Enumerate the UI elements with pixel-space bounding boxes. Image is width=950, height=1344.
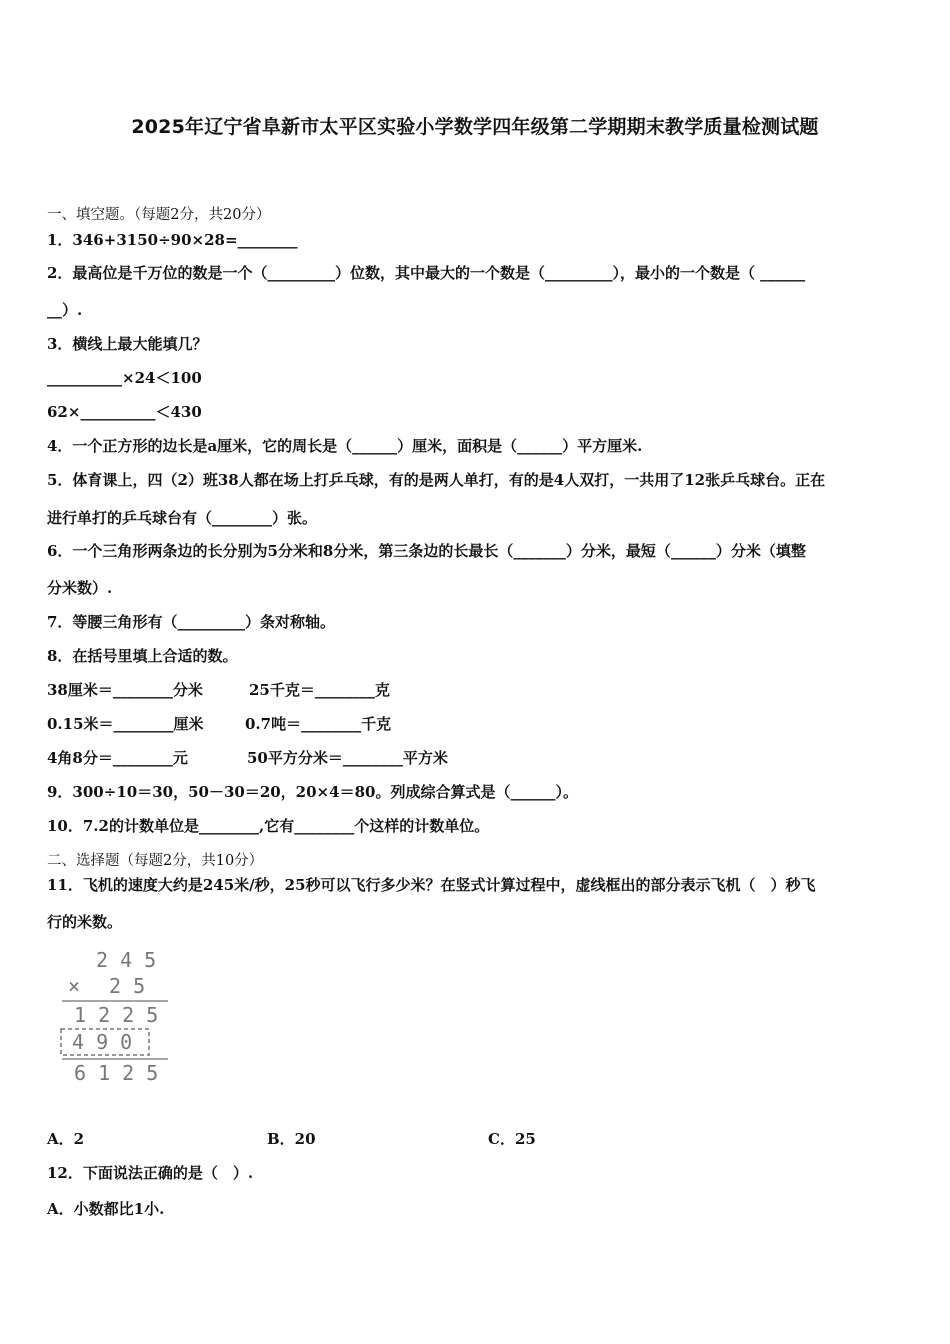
question-7: 7．等腰三角形有（_________）条对称轴。 xyxy=(47,613,335,631)
question-3-item-b: 62×__________＜430 xyxy=(47,403,202,421)
question-8-item-4: 0.7吨＝________千克 xyxy=(245,715,392,733)
question-11-line-1: 11．飞机的速度大约是245米/秒，25秒可以飞行多少米？在竖式计算过程中，虚线框出的部分表示飞机（ ）秒飞 xyxy=(47,876,816,894)
page-title: 2025年辽宁省阜新市太平区实验小学数学四年级第二学期期末教学质量检测试题 xyxy=(131,116,819,138)
section-heading-choice: 二、选择题（每题2分，共10分） xyxy=(47,853,264,869)
question-11-option-c[interactable]: C．25 xyxy=(488,1130,536,1148)
section-heading-fill-in: 一、填空题。（每题2分，共20分） xyxy=(47,207,271,223)
question-8-item-3: 0.15米＝________厘米 xyxy=(47,715,204,733)
question-5-line-2: 进行单打的乒乓球台有（________）张。 xyxy=(47,509,318,527)
multiplier: 2 5 xyxy=(109,974,146,998)
question-2-line-2: __）. xyxy=(47,301,83,319)
question-9: 9．300÷10＝30，50－30＝20，20×4＝80。列成综合算式是（______）。 xyxy=(47,783,578,801)
question-5-line-1: 5．体育课上，四（2）班38人都在场上打乒乓球，有的是两人单打，有的是4人双打，一共用了12张乒乓球台。正在 xyxy=(47,471,826,489)
final-product: 6 1 2 5 xyxy=(74,1061,159,1085)
question-2-line-1: 2．最高位是千万位的数是一个（_________）位数，其中最大的一个数是（_________），最小的一个数是（ ______ xyxy=(47,264,806,282)
question-8-item-5: 4角8分＝________元 xyxy=(47,749,188,767)
question-3: 3．横线上最大能填几？ xyxy=(47,335,208,353)
partial-product-1: 1 2 2 5 xyxy=(74,1003,159,1027)
partial-product-2: 4 9 0 xyxy=(72,1030,133,1054)
question-6-line-2: 分米数）. xyxy=(47,579,113,597)
question-11-option-b[interactable]: B．20 xyxy=(267,1130,316,1148)
times-sign: × xyxy=(68,974,81,998)
question-11-line-2: 行的米数。 xyxy=(47,913,123,931)
question-12: 12．下面说法正确的是（ ）. xyxy=(47,1164,254,1182)
question-1: 1．346+3150÷90×28=________ xyxy=(47,231,298,249)
multiplicand: 2 4 5 xyxy=(96,948,157,972)
question-6-line-1: 6．一个三角形两条边的长分别为5分米和8分米，第三条边的长最长（_______）分米，最短（______）分米（填整 xyxy=(47,542,806,560)
question-11-option-a[interactable]: A．2 xyxy=(47,1130,85,1148)
question-3-item-a: __________×24＜100 xyxy=(47,369,202,387)
vertical-multiplication-figure xyxy=(58,945,178,1085)
question-8: 8．在括号里填上合适的数。 xyxy=(47,647,238,665)
question-8-item-1: 38厘米＝________分米 xyxy=(47,681,203,699)
question-4: 4．一个正方形的边长是a厘米，它的周长是（______）厘米，面积是（______）平方厘米. xyxy=(47,437,643,455)
question-10: 10．7.2的计数单位是________,它有________个这样的计数单位。 xyxy=(47,817,490,835)
question-8-item-6: 50平方分米＝________平方米 xyxy=(247,749,448,767)
question-12-option-a[interactable]: A．小数都比1小. xyxy=(47,1200,165,1218)
question-8-item-2: 25千克＝________克 xyxy=(249,681,390,699)
